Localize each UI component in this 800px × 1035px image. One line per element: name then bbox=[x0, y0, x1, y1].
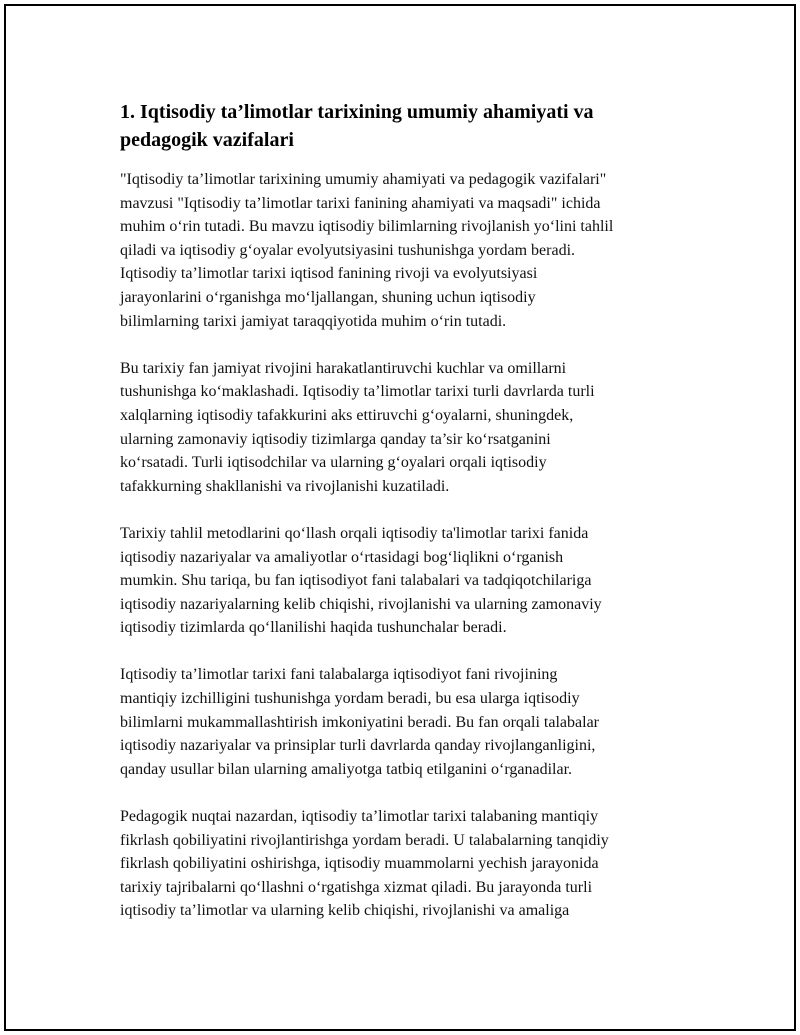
paragraph-line: mavzusi "Iqtisodiy ta’limotlar tarixi fanining ahamiyati va maqsadi" ichida bbox=[120, 194, 601, 212]
paragraph bbox=[120, 522, 700, 640]
page-frame bbox=[4, 4, 796, 1031]
section-heading bbox=[120, 98, 700, 154]
paragraph-line: iqtisodiy nazariyalar va amaliyotlar o‘rtasidagi bog‘liqlikni o‘rganish bbox=[120, 548, 564, 566]
paragraph-line: fikrlash qobiliyatini rivojlantirishga yordam beradi. U talabalarning tanqidiy bbox=[120, 831, 609, 849]
paragraph-line: mumkin. Shu tariqa, bu fan iqtisodiyot fani talabalari va tadqiqotchilariga bbox=[120, 572, 592, 590]
heading-line: pedagogik vazifalari bbox=[120, 129, 294, 151]
paragraph-line: tarixiy tajribalarni qo‘llashni o‘rgatishga xizmat qiladi. Bu jarayonda turli bbox=[120, 878, 593, 896]
heading-line: 1. Iqtisodiy ta’limotlar tarixining umumiy ahamiyati va bbox=[120, 101, 594, 123]
paragraph-line: bilimlarni mukammallashtirish imkoniyatini beradi. Bu fan orqali talabalar bbox=[120, 713, 599, 731]
paragraph-line: "Iqtisodiy ta’limotlar tarixining umumiy ahamiyati va pedagogik vazifalari" bbox=[120, 171, 607, 188]
paragraph-line: iqtisodiy tizimlarda qo‘llanilishi haqida tushunchalar beradi. bbox=[120, 619, 507, 637]
paragraph-line: qanday usullar bilan ularning amaliyotga tatbiq etilganini o‘rganadilar. bbox=[120, 760, 573, 778]
paragraph-line: fikrlash qobiliyatini oshirishga, iqtisodiy muammolarni yechish jarayonida bbox=[120, 855, 599, 873]
paragraph-line: ularning zamonaviy iqtisodiy tizimlarga qanday ta’sir ko‘rsatganini bbox=[120, 430, 551, 448]
paragraph-line: tushunishga ko‘maklashadi. Iqtisodiy ta’limotlar tarixi turli davrlarda turli bbox=[120, 383, 595, 401]
paragraph-line: ko‘rsatadi. Turli iqtisodchilar va ularning g‘oyalari orqali iqtisodiy bbox=[120, 454, 547, 472]
paragraph-line: mantiqiy izchilligini tushunishga yordam beradi, bu esa ularga iqtisodiy bbox=[120, 690, 580, 708]
paragraph bbox=[120, 663, 700, 781]
paragraph-line: jarayonlarini o‘rganishga mo‘ljallangan, shuning uchun iqtisodiy bbox=[120, 288, 536, 306]
paragraph-line: xalqlarning iqtisodiy tafakkurini aks ettiruvchi g‘oyalarni, shuningdek, bbox=[120, 406, 574, 424]
paragraph-line: bilimlarning tarixi jamiyat taraqqiyotida muhim o‘rin tutadi. bbox=[120, 312, 507, 330]
paragraph bbox=[120, 357, 700, 499]
paragraph-line: iqtisodiy nazariyalarning kelib chiqishi, rivojlanishi va ularning zamonaviy bbox=[120, 595, 602, 613]
document-body bbox=[120, 98, 700, 947]
paragraph-line: iqtisodiy nazariyalar va prinsiplar turli davrlarda qanday rivojlanganligini, bbox=[120, 737, 596, 755]
paragraph-line: Tarixiy tahlil metodlarini qo‘llash orqali iqtisodiy ta'limotlar tarixi fanida bbox=[120, 524, 589, 542]
paragraph-line: Iqtisodiy ta’limotlar tarixi iqtisod fanining rivoji va evolyutsiyasi bbox=[120, 265, 538, 283]
paragraph-line: tafakkurning shakllanishi va rivojlanishi kuzatiladi. bbox=[120, 477, 450, 495]
paragraph bbox=[120, 805, 700, 923]
paragraph-line: muhim o‘rin tutadi. Bu mavzu iqtisodiy bilimlarning rivojlanish yo‘lini tahlil bbox=[120, 218, 614, 236]
paragraph-line: Bu tarixiy fan jamiyat rivojini harakatlantiruvchi kuchlar va omillarni bbox=[120, 359, 567, 377]
paragraph-line: Iqtisodiy ta’limotlar tarixi fani talabalarga iqtisodiyot fani rivojining bbox=[120, 666, 558, 684]
paragraph-line: Pedagogik nuqtai nazardan, iqtisodiy ta’limotlar tarixi talabaning mantiqiy bbox=[120, 808, 599, 826]
paragraph-line: iqtisodiy ta’limotlar va ularning kelib chiqishi, rivojlanishi va amaliga bbox=[120, 902, 570, 920]
paragraph bbox=[120, 168, 700, 333]
paragraph-line: qiladi va iqtisodiy g‘oyalar evolyutsiyasini tushunishga yordam beradi. bbox=[120, 241, 576, 259]
